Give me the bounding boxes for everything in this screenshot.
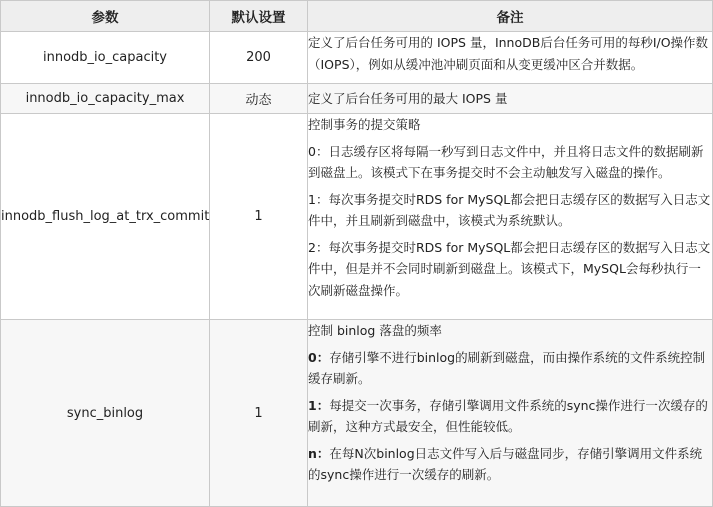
header-default: 默认设置 bbox=[210, 1, 308, 32]
note-paragraph bbox=[308, 88, 712, 110]
note-paragraph bbox=[308, 237, 712, 302]
note-paragraph bbox=[308, 347, 712, 390]
note-cell bbox=[308, 320, 713, 507]
header-note: 备注 bbox=[308, 1, 713, 32]
note-text: 在每N次binlog日志文件写入后与磁盘同步，存储引擎调用文件系统的sync操作进行一次缓存的刷新。 bbox=[308, 445, 703, 482]
note-cell bbox=[308, 114, 713, 320]
param-name: sync_binlog bbox=[1, 320, 210, 507]
note-text: 定义了后台任务可用的最大 IOPS 量 bbox=[308, 90, 508, 106]
note-text: 控制 binlog 落盘的频率 bbox=[308, 323, 442, 338]
note-text: 存储引擎不进行binlog的刷新到磁盘，而由操作系统的文件系统控制缓存刷新。 bbox=[308, 349, 706, 386]
note-cell bbox=[308, 32, 713, 84]
note-text: 0：日志缓存区将每隔一秒写到日志文件中，并且将日志文件的数据刷新到磁盘上。该模式下在事务提交时不会主动触发写入磁盘的操作。 bbox=[308, 143, 704, 180]
param-name: innodb_flush_log_at_trx_commit bbox=[1, 114, 210, 320]
note-paragraph bbox=[308, 141, 712, 184]
header-param: 参数 bbox=[1, 1, 210, 32]
note-paragraph bbox=[308, 32, 712, 75]
default-value: 1 bbox=[210, 320, 308, 507]
table-row bbox=[1, 84, 713, 114]
note-text: 每提交一次事务，存储引擎调用文件系统的sync操作进行一次缓存的刷新，这种方式最安全，但性能较低。 bbox=[308, 397, 708, 434]
note-text: 1：每次事务提交时RDS for MySQL都会把日志缓存区的数据写入日志文件中，并且刷新到磁盘中，该模式为系统默认。 bbox=[308, 191, 711, 228]
note-lead: 1： bbox=[308, 397, 330, 413]
header-row bbox=[1, 1, 713, 32]
note-cell bbox=[308, 84, 713, 114]
note-text: 定义了后台任务可用的 IOPS 量，InnoDB后台任务可用的每秒I/O操作数（IOPS），例如从缓冲池冲刷页面和从变更缓冲区合并数据。 bbox=[308, 35, 709, 72]
note-paragraph bbox=[308, 395, 712, 438]
note-text: 2：每次事务提交时RDS for MySQL都会把日志缓存区的数据写入日志文件中，但是并不会同时刷新到磁盘上。该模式下，MySQL会每秒执行一次刷新磁盘操作。 bbox=[308, 239, 711, 298]
note-text: 控制事务的提交策略 bbox=[308, 117, 421, 132]
param-name: innodb_io_capacity bbox=[1, 32, 210, 84]
note-paragraph bbox=[308, 443, 712, 486]
table-row bbox=[1, 320, 713, 507]
note-paragraph bbox=[308, 189, 712, 232]
default-value: 1 bbox=[210, 114, 308, 320]
note-paragraph bbox=[308, 320, 712, 342]
default-value: 200 bbox=[210, 32, 308, 84]
note-paragraph bbox=[308, 114, 712, 136]
table-row bbox=[1, 114, 713, 320]
default-value: 动态 bbox=[210, 84, 308, 114]
note-lead: n： bbox=[308, 445, 330, 461]
param-name: innodb_io_capacity_max bbox=[1, 84, 210, 114]
note-lead: 0： bbox=[308, 349, 330, 365]
table-row bbox=[1, 32, 713, 84]
